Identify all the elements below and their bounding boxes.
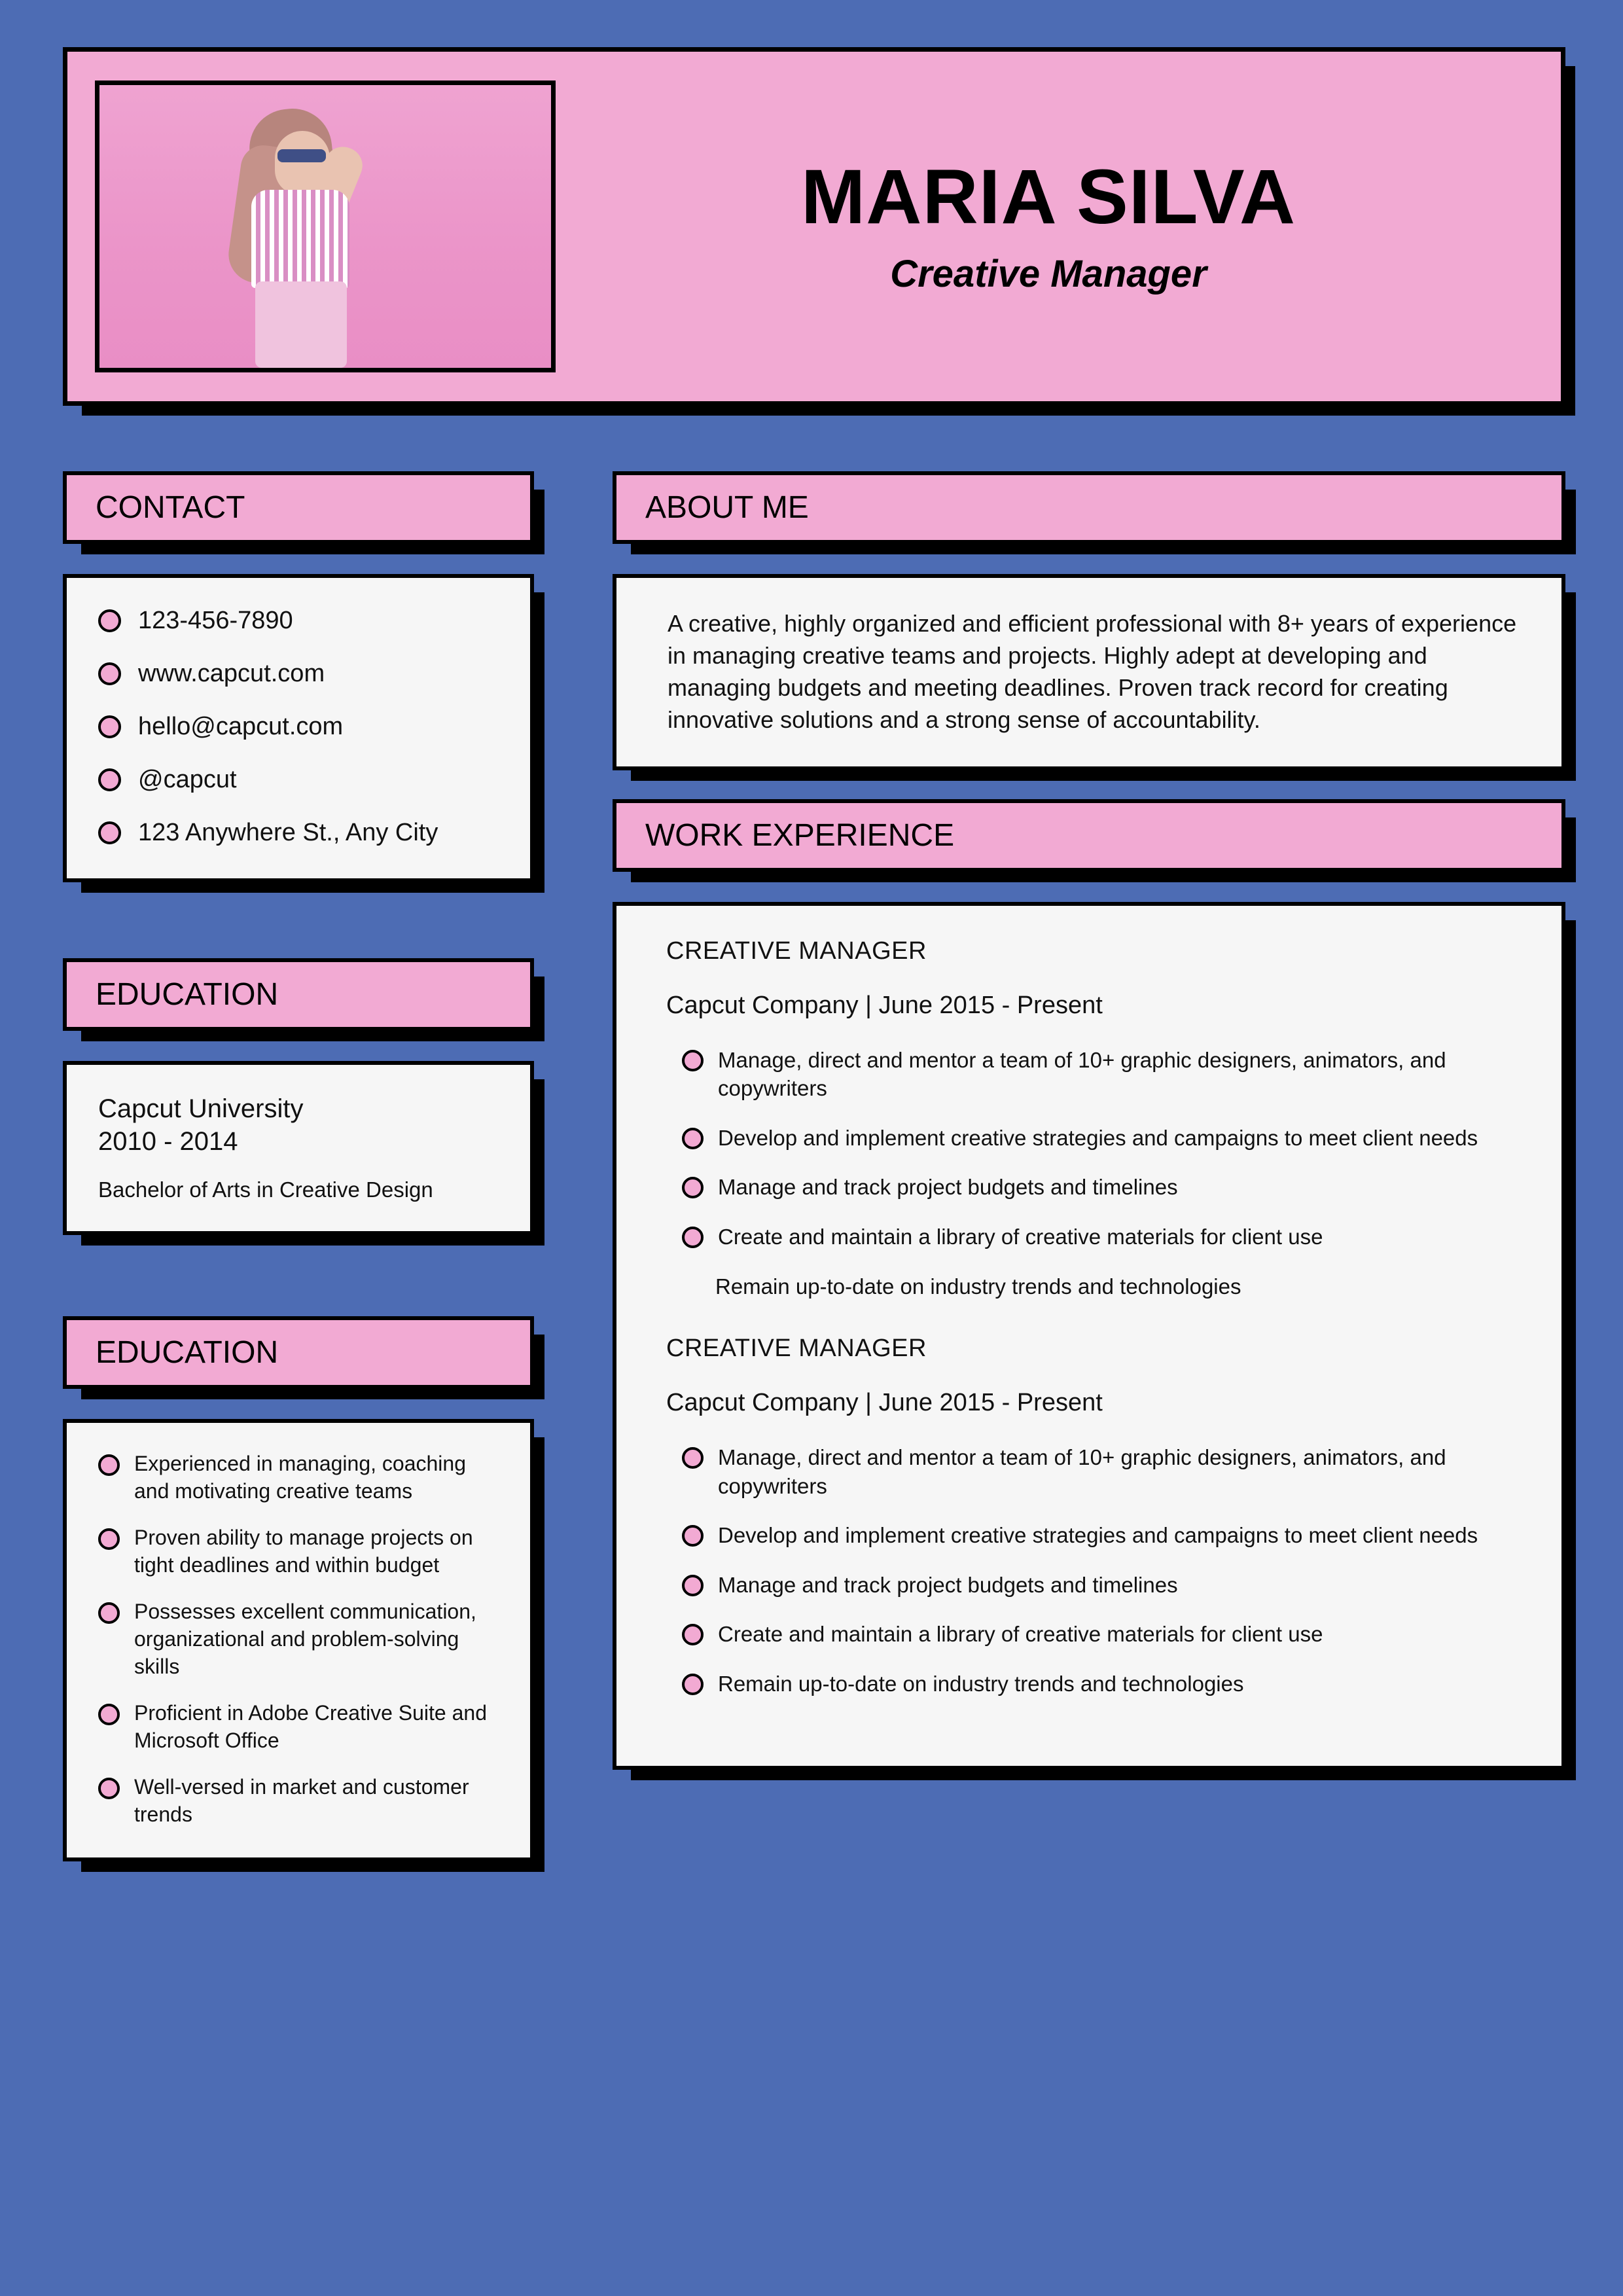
- skill-text: Proficient in Adobe Creative Suite and Microsoft Office: [134, 1701, 487, 1752]
- list-item: [666, 1173, 1531, 1202]
- dot-icon: [98, 1528, 120, 1550]
- skills-panel: [63, 1419, 534, 1861]
- dot-icon: [682, 1674, 704, 1695]
- website-icon: [98, 662, 121, 685]
- education-school-years: 2010 - 2014: [98, 1127, 238, 1156]
- list-item[interactable]: [98, 766, 504, 794]
- duty-text: Manage, direct and mentor a team of 10+ graphic designers, animators, and copywriters: [718, 1047, 1446, 1101]
- job-role-subtitle: Creative Manager: [890, 253, 1207, 296]
- list-item: [666, 1571, 1531, 1600]
- dot-icon: [682, 1624, 704, 1645]
- job-title: CREATIVE MANAGER: [666, 1335, 927, 1363]
- body-columns: [63, 471, 1565, 1861]
- dot-icon: [98, 1778, 120, 1799]
- list-item: [98, 1774, 507, 1828]
- photo-striped-top: [251, 190, 349, 288]
- contact-value: @capcut: [138, 766, 237, 793]
- list-item: [666, 1046, 1531, 1103]
- education-school-name: Capcut University: [98, 1094, 304, 1123]
- about-panel: [613, 574, 1565, 770]
- spacer: [63, 544, 534, 574]
- location-icon: [98, 821, 121, 844]
- spacer: [63, 1389, 534, 1419]
- skill-text: Well-versed in market and customer trends: [134, 1775, 469, 1826]
- dot-icon: [682, 1575, 704, 1596]
- job-entry: [666, 1335, 1531, 1698]
- contact-value: hello@capcut.com: [138, 713, 344, 740]
- right-column: [613, 471, 1565, 1770]
- duty-text: Create and maintain a library of creative materials for client use: [718, 1225, 1323, 1249]
- skills-list: [67, 1423, 530, 1857]
- list-item: [666, 1124, 1531, 1153]
- work-experience-panel: [613, 902, 1565, 1770]
- photo-skirt: [255, 281, 347, 368]
- work-body: [616, 906, 1561, 1767]
- duty-text: Remain up-to-date on industry trends and technologies: [718, 1671, 1244, 1696]
- list-item: [98, 1700, 507, 1754]
- list-item[interactable]: [98, 713, 504, 741]
- dot-icon: [682, 1177, 704, 1198]
- duty-text: Develop and implement creative strategies and campaigns to meet client needs: [718, 1125, 1478, 1150]
- education-degree: Bachelor of Arts in Creative Design: [98, 1177, 433, 1202]
- header-text: [556, 153, 1561, 296]
- dot-icon: [682, 1227, 704, 1248]
- contact-value: www.capcut.com: [138, 660, 325, 687]
- sunglasses-icon: [277, 149, 326, 162]
- avatar: [95, 81, 556, 372]
- list-item: [666, 1670, 1531, 1698]
- list-item: [666, 1443, 1531, 1500]
- spacer: [63, 1031, 534, 1061]
- section-title-work: WORK EXPERIENCE: [613, 799, 1565, 872]
- dot-icon: [682, 1447, 704, 1469]
- contact-value: 123-456-7890: [138, 607, 293, 634]
- list-item: [98, 1524, 507, 1579]
- duty-text: Create and maintain a library of creative materials for client use: [718, 1622, 1323, 1647]
- list-item[interactable]: [98, 660, 504, 688]
- duty-text: Manage and track project budgets and timelines: [718, 1572, 1178, 1597]
- section-title-skills: EDUCATION: [63, 1316, 534, 1389]
- dot-icon: [682, 1128, 704, 1149]
- resume-header: [63, 47, 1565, 406]
- social-icon: [98, 768, 121, 791]
- section-title-about: ABOUT ME: [613, 471, 1565, 544]
- dot-icon: [98, 1602, 120, 1624]
- duty-text: Manage and track project budgets and timelines: [718, 1175, 1178, 1200]
- list-item: [98, 1598, 507, 1680]
- job-title: CREATIVE MANAGER: [666, 937, 927, 965]
- duty-text: Remain up-to-date on industry trends and technologies: [715, 1274, 1241, 1299]
- job-meta: Capcut Company | June 2015 - Present: [666, 991, 1103, 1019]
- list-item: [666, 1272, 1531, 1301]
- list-item[interactable]: [98, 819, 504, 847]
- education-body: [67, 1065, 530, 1231]
- section-title-contact: CONTACT: [63, 471, 534, 544]
- about-text: A creative, highly organized and efficient professional with 8+ years of experience in managing creative teams and projects. Highly adept at developing and managing budgets and meeting deadlines. Proven track record for creating innovative solutions and a strong sense of accountability.: [668, 610, 1517, 733]
- phone-icon: [98, 609, 121, 632]
- spacer: [63, 882, 534, 958]
- page-title: MARIA SILVA: [800, 153, 1296, 240]
- dot-icon: [98, 1704, 120, 1725]
- skill-text: Experienced in managing, coaching and motivating creative teams: [134, 1452, 466, 1503]
- contact-panel: [63, 574, 534, 882]
- skill-text: Proven ability to manage projects on tight deadlines and within budget: [134, 1526, 473, 1577]
- dot-icon: [682, 1525, 704, 1547]
- duty-text: Develop and implement creative strategies and campaigns to meet client needs: [718, 1523, 1478, 1548]
- spacer: [613, 872, 1565, 902]
- spacer: [63, 1235, 534, 1316]
- contact-list: [67, 578, 530, 878]
- list-item: [666, 1223, 1531, 1251]
- dot-icon: [98, 1454, 120, 1476]
- email-icon: [98, 715, 121, 738]
- section-title-education: EDUCATION: [63, 958, 534, 1031]
- duty-text: Manage, direct and mentor a team of 10+ graphic designers, animators, and copywriters: [718, 1445, 1446, 1498]
- job-duties: [666, 1046, 1531, 1300]
- spacer: [613, 770, 1565, 799]
- job-entry: [666, 937, 1531, 1300]
- list-item: [666, 1620, 1531, 1649]
- list-item: [98, 1450, 507, 1505]
- spacer: [613, 544, 1565, 574]
- list-item[interactable]: [98, 607, 504, 635]
- job-meta: Capcut Company | June 2015 - Present: [666, 1389, 1103, 1417]
- left-column: [63, 471, 534, 1861]
- contact-value: 123 Anywhere St., Any City: [138, 819, 438, 846]
- education-school: [98, 1092, 501, 1158]
- job-duties: [666, 1443, 1531, 1698]
- skill-text: Possesses excellent communication, organizational and problem-solving skills: [134, 1600, 476, 1678]
- education-panel: [63, 1061, 534, 1235]
- list-item: [666, 1521, 1531, 1550]
- dot-icon: [682, 1050, 704, 1071]
